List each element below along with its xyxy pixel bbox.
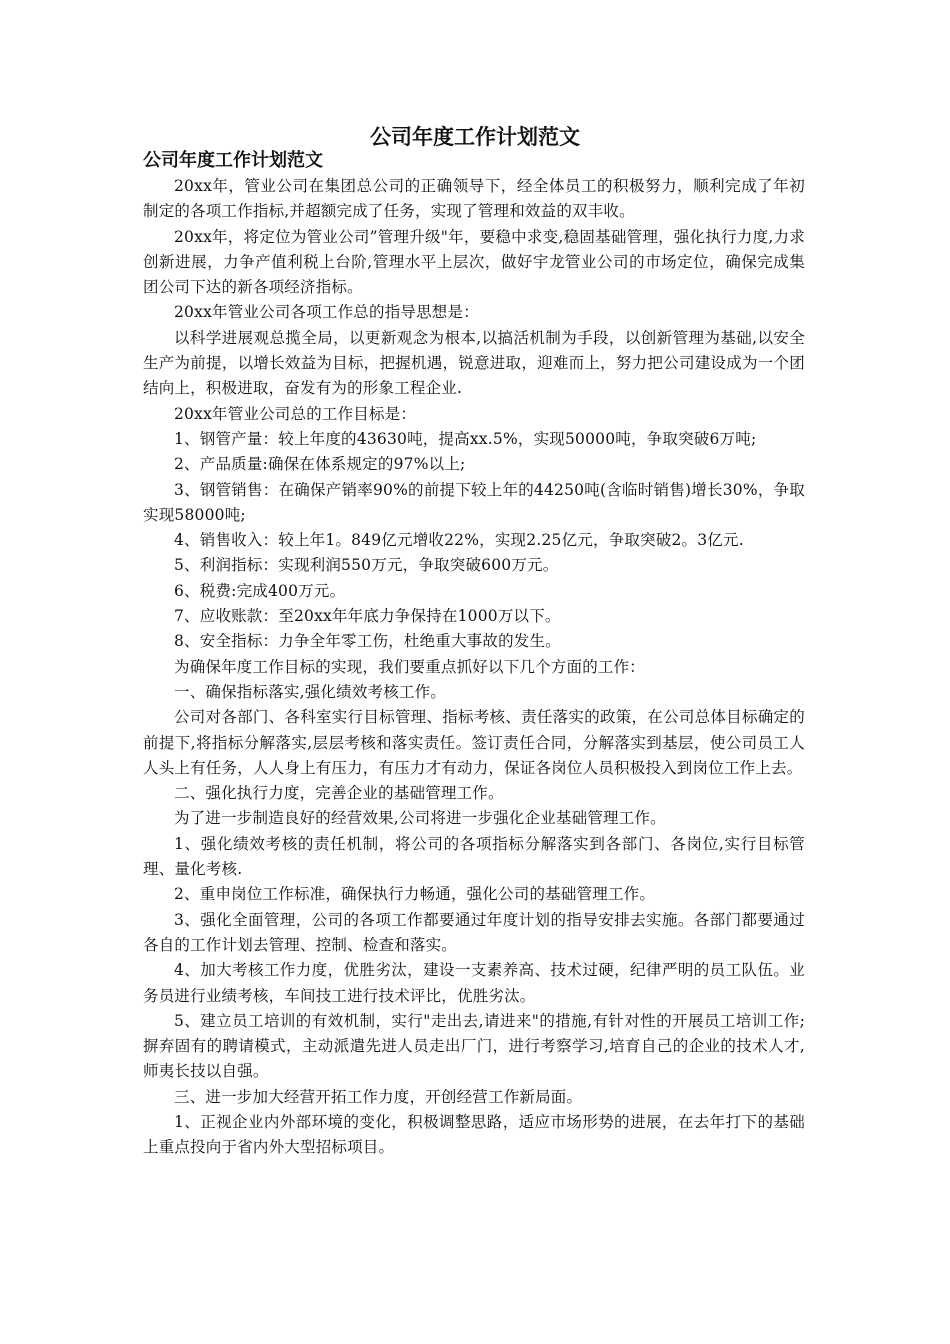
body-paragraph: 5、利润指标：实现利润550万元，争取突破600万元。 [174, 556, 559, 575]
body-paragraph: 为确保年度工作目标的实现，我们要重点抓好以下几个方面的工作： [174, 657, 646, 676]
body-paragraph: 1、强化绩效考核的责任机制，将公司的各项指标分解落实到各部门、各岗位,实行目标管理、量化考核. [143, 834, 805, 879]
body-paragraph: 8、安全指标：力争全年零工伤，杜绝重大事故的发生。 [174, 632, 561, 651]
body-paragraph: 3、钢管销售：在确保产销率90%的前提下较上年的44250吨(含临时销售)增长30%，争取实现58000吨; [143, 480, 805, 524]
body-paragraph: 2、重申岗位工作标准，确保执行力畅通，强化公司的基础管理工作。 [174, 885, 656, 904]
body-paragraph: 6、税费:完成400万元。 [174, 581, 346, 600]
document-title: 公司年度工作计划范文 [370, 124, 580, 149]
body-paragraph: 以科学进展观总揽全局，以更新观念为根本,以搞活机制为手段，以创新管理为基础,以安全生产为前提，以增长效益为目标，把握机遇，锐意进取，迎难而上，努力把公司建设成为一个团结向上，积极进取，奋发有为的形象工程企业. [143, 328, 805, 398]
body-paragraph: 为了进一步制造良好的经营效果,公司将进一步强化企业基础管理工作。 [174, 809, 666, 828]
body-paragraph: 20xx年，管业公司在集团总公司的正确领导下，经全体员工的积极努力，顺利完成了年初制定的各项工作指标,并超额完成了任务，实现了管理和效益的双丰收。 [143, 177, 805, 221]
body-paragraph: 4、销售收入：较上年1。849亿元增收22%，实现2.25亿元，争取突破2。3亿元. [174, 531, 744, 550]
body-paragraph: 三、进一步加大经营开拓工作力度，开创经营工作新局面。 [174, 1087, 583, 1106]
body-paragraph: 20xx年管业公司总的工作目标是： [174, 404, 417, 423]
body-paragraph: 一、确保指标落实,强化绩效考核工作。 [174, 682, 447, 701]
body-paragraph: 5、建立员工培训的有效机制，实行"走出去,请进来"的措施,有针对性的开展员工培训工作;摒弃固有的聘请模式，主动派遣先进人员走出厂门，进行考察学习,培育自己的企业的技术人才,师夷长技以自强。 [143, 1011, 805, 1081]
body-paragraph: 1、钢管产量：较上年度的43630吨，提高xx.5%，实现50000吨，争取突破6万吨; [174, 429, 757, 448]
body-paragraph: 1、正视企业内外部环境的变化，积极调整思路，适应市场形势的进展，在去年打下的基础上重点投向于省内外大型招标项目。 [143, 1112, 805, 1157]
body-paragraph: 7、应收账款：至20xx年年底力争保持在1000万以下。 [174, 607, 561, 626]
document-subtitle: 公司年度工作计划范文 [143, 150, 323, 171]
body-paragraph: 4、加大考核工作力度，优胜劣汰，建设一支素养高、技术过硬，纪律严明的员工队伍。业务员进行业绩考核，车间技工进行技术评比，优胜劣汰。 [143, 961, 805, 1005]
body-paragraph: 20xx年，将定位为管业公司”管理升级"年，要稳中求变,稳固基础管理，强化执行力度,力求创新进展，力争产值利税上台阶,管理水平上层次，做好宇龙管业公司的市场定位，确保完成集团公司下达的新各项经济指标。 [143, 227, 805, 297]
body-paragraph: 公司对各部门、各科室实行目标管理、指标考核、责任落实的政策，在公司总体目标确定的前提下,将指标分解落实,层层考核和落实责任。签订责任合同，分解落实到基层，使公司员工人人头上有任务，人人身上有压力，有压力才有动力，保证各岗位人员积极投入到岗位工作上去。 [143, 708, 805, 777]
body-paragraph: 20xx年管业公司各项工作总的指导思想是： [174, 303, 479, 322]
body-paragraph: 3、强化全面管理，公司的各项工作都要通过年度计划的指导安排去实施。各部门都要通过各自的工作计划去管理、控制、检查和落实。 [143, 910, 805, 954]
document-body [143, 174, 805, 1161]
body-paragraph: 二、强化执行力度，完善企业的基础管理工作。 [174, 784, 504, 803]
body-paragraph: 2、产品质量:确保在体系规定的97%以上; [174, 455, 466, 474]
